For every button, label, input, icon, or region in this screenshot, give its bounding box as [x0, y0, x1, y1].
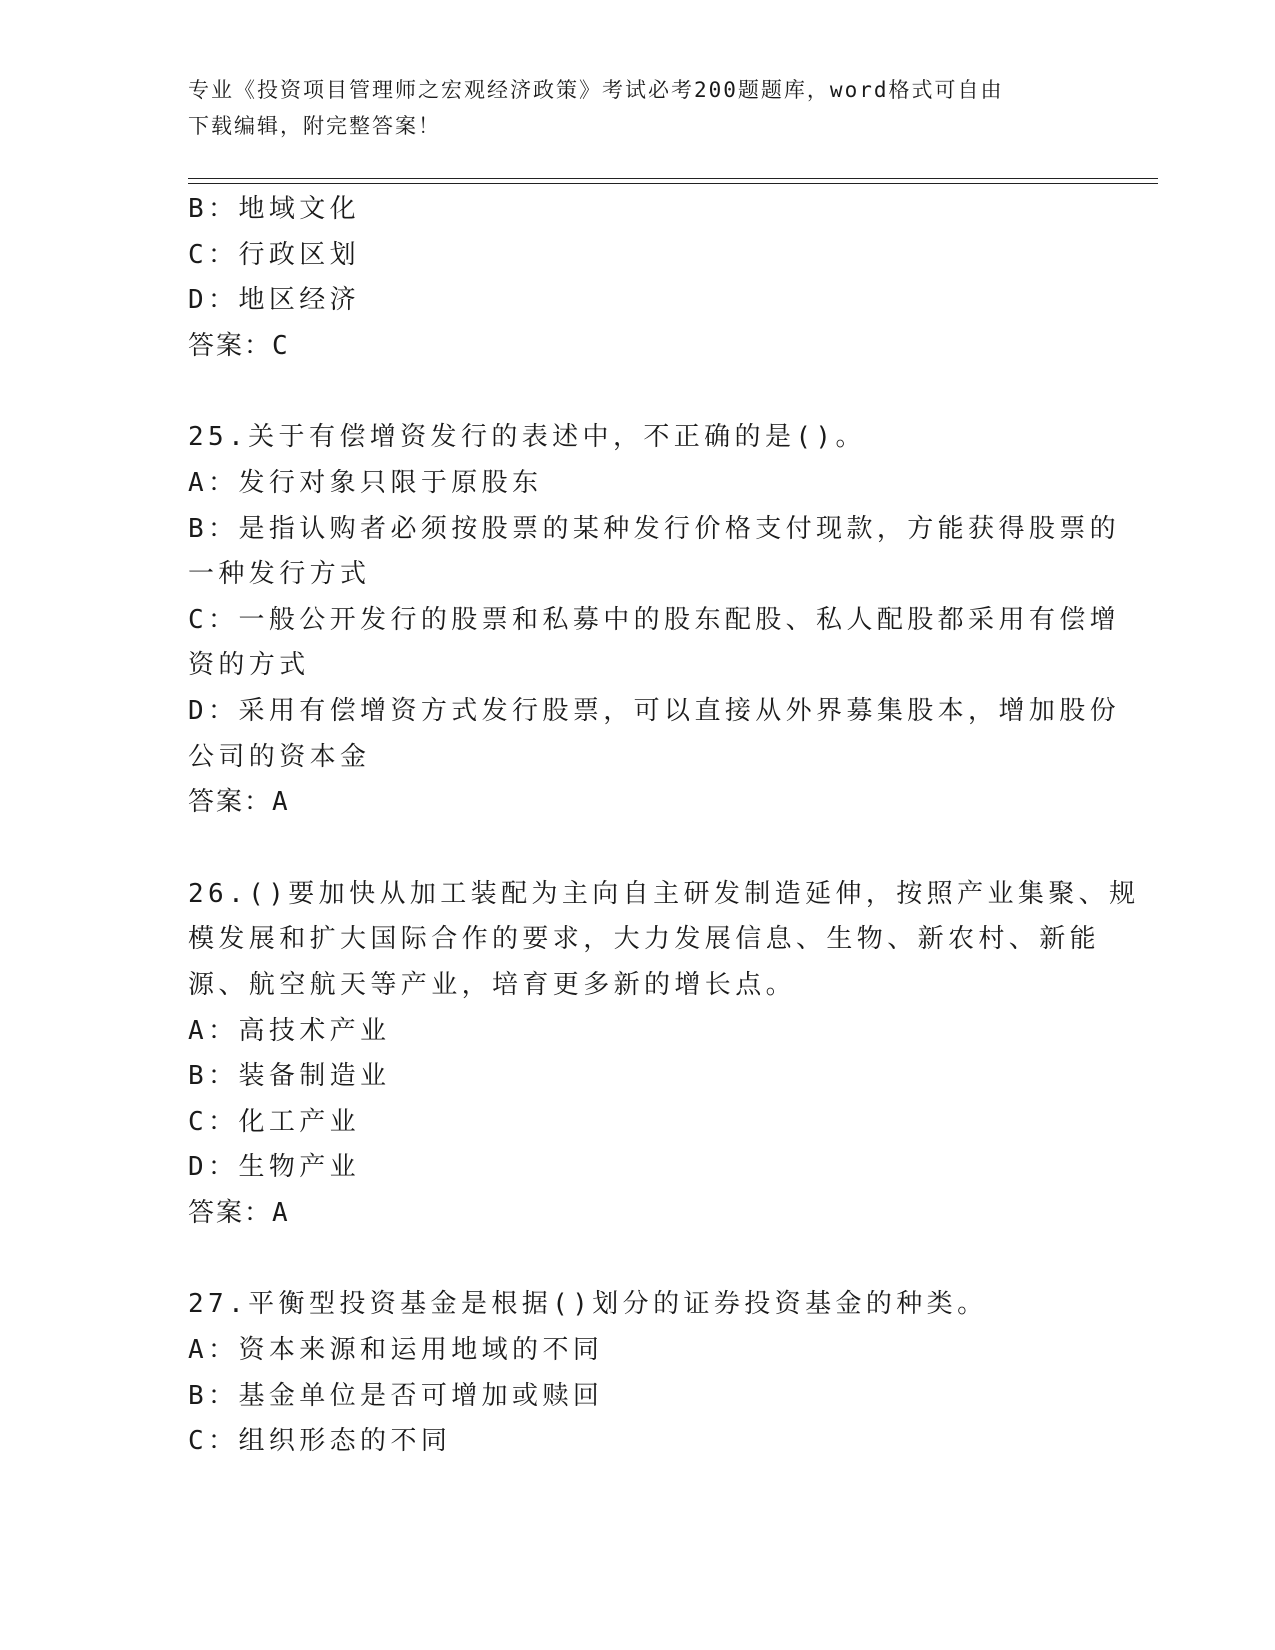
- question-27-option-c: C：组织形态的不同: [188, 1426, 452, 1457]
- question-27-option-a: A：资本来源和运用地域的不同: [188, 1335, 604, 1366]
- question-25-option-c-line-1: C：一般公开发行的股票和私募中的股东配股、私人配股都采用有偿增: [188, 604, 1121, 635]
- question-26-option-a: A：高技术产业: [188, 1015, 391, 1046]
- question-27-block: [188, 1282, 1088, 1464]
- prev-question-block: [188, 187, 1088, 369]
- question-26-answer: 答案：A: [188, 1197, 290, 1228]
- question-27-option-b: B：基金单位是否可增加或赎回: [188, 1380, 604, 1411]
- question-25-option-c-line-2: 资的方式: [188, 650, 310, 681]
- question-25-stem: 25.关于有偿增资发行的表述中，不正确的是()。: [188, 422, 866, 453]
- question-26-option-d: D：生物产业: [188, 1152, 361, 1183]
- header-title-line-2: 下载编辑，附完整答案！: [188, 114, 441, 138]
- header-title-line-1: 专业《投资项目管理师之宏观经济政策》考试必考200题题库，word格式可自由: [188, 78, 1004, 102]
- document-body: [188, 187, 1140, 1465]
- question-26-block: [188, 872, 1140, 1237]
- question-25-option-b-line-2: 一种发行方式: [188, 559, 371, 590]
- question-25-answer: 答案：A: [188, 787, 290, 818]
- prev-option-b: B：地域文化: [188, 194, 361, 224]
- prev-option-c: C：行政区划: [188, 239, 361, 270]
- question-25-option-d-line-2: 公司的资本金: [188, 741, 371, 772]
- document-header: [188, 72, 1088, 144]
- question-26-option-b: B：装备制造业: [188, 1061, 391, 1092]
- question-25-block: [188, 415, 1121, 825]
- question-26-option-c: C：化工产业: [188, 1106, 361, 1137]
- header-divider-bottom: [188, 183, 1158, 184]
- question-25-option-b-line-1: B：是指认购者必须按股票的某种发行价格支付现款，方能获得股票的: [188, 513, 1121, 544]
- prev-answer: 答案：C: [188, 330, 290, 361]
- question-25-option-a: A：发行对象只限于原股东: [188, 467, 543, 498]
- header-divider-top: [188, 178, 1158, 179]
- spacer: [188, 369, 1088, 415]
- question-26-stem-line-1: 26.()要加快从加工装配为主向自主研发制造延伸，按照产业集聚、规: [188, 878, 1140, 909]
- question-25-option-d-line-1: D：采用有偿增资方式发行股票，可以直接从外界募集股本，增加股份: [188, 695, 1121, 726]
- question-26-stem-line-2: 模发展和扩大国际合作的要求，大力发展信息、生物、新农村、新能: [188, 924, 1101, 955]
- spacer: [188, 826, 1088, 872]
- spacer: [188, 1236, 1088, 1282]
- prev-option-d: D：地区经济: [188, 285, 361, 316]
- question-26-stem-line-3: 源、航空航天等产业，培育更多新的增长点。: [188, 969, 797, 1000]
- question-27-stem: 27.平衡型投资基金是根据()划分的证券投资基金的种类。: [188, 1289, 988, 1320]
